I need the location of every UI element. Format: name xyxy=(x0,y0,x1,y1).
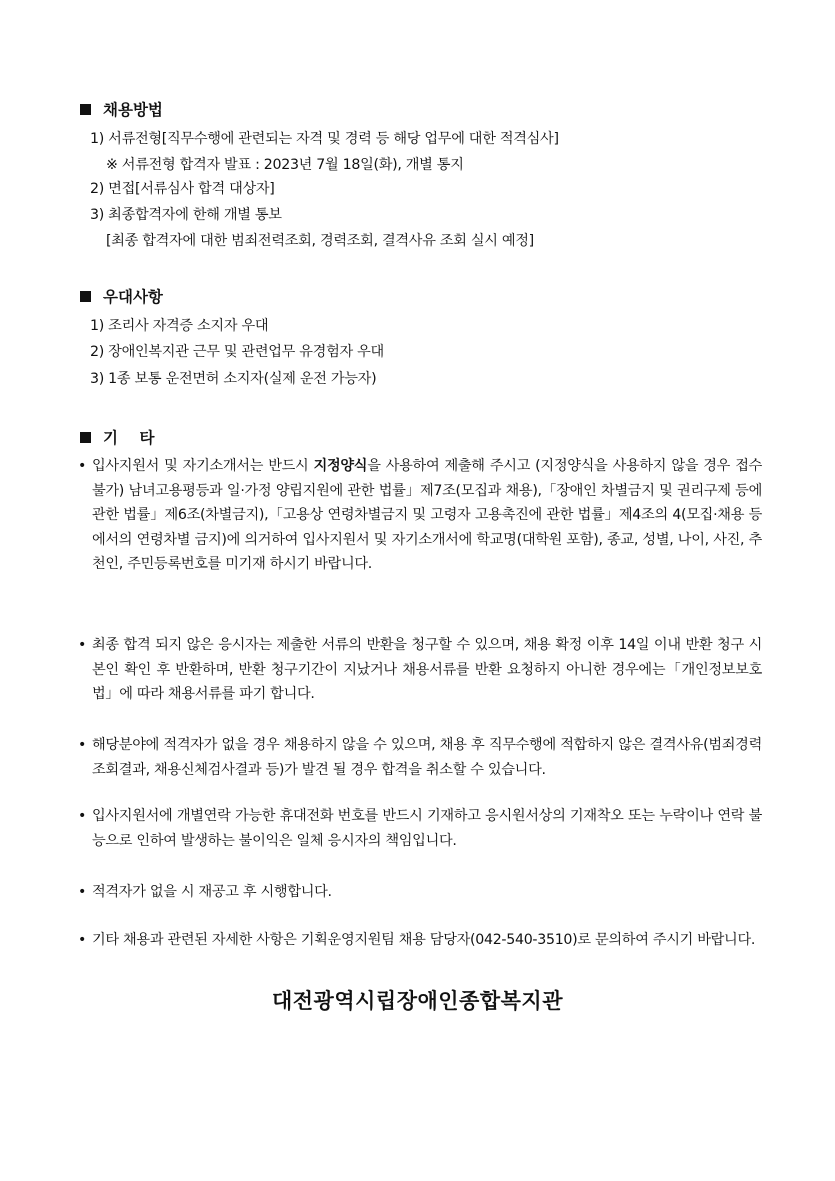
notice-text-part: 을 사용하여 제출해 주시고 (지정양식을 사용하지 않을 경우 접수 불가) 남녀고용평등과 일·가정 양립지원에 관한 법률」제7조(모집과 채용),「장애인 차별금지 및 권리구제 등에 관한 법률」제6조(차별금지),「고용상 연령차별금지 및 고령자 고용촉진에 관한 법률」제4조의 4(모집·채용 등에서의 연령차별 금지)에 의거하여 입사지원서 및 자기소개서에 학교명(대학원 포함), 종교, 성별, 나이, 사진, 추천인, 주민등록번호를 미기재 하시기 바랍니다. xyxy=(92,458,763,572)
section-heading-hiring-method xyxy=(80,98,163,120)
square-bullet-icon xyxy=(80,104,91,115)
section-title: 우대사항 xyxy=(103,288,163,306)
notice-text: 기타 채용과 관련된 자세한 사항은 기획운영지원팀 채용 담당자(042-540-3510)로 문의하여 주시기 바랍니다. xyxy=(92,932,756,948)
notice-item-contact-info xyxy=(78,804,762,853)
section-heading-preferences xyxy=(80,285,163,307)
notice-text: 입사지원서에 개별연락 가능한 휴대전화 번호를 반드시 기재하고 응시원서상의 기재착오 또는 누락이나 연락 불능으로 인하여 발생하는 불이익은 일체 응시자의 책임입니다. xyxy=(92,808,762,849)
bullet-dot: • xyxy=(78,808,87,824)
preference-item-1: 1) 조리사 자격증 소지자 우대 xyxy=(90,318,269,334)
notice-text: 최종 합격 되지 않은 응시자는 제출한 서류의 반환을 청구할 수 있으며, 채용 확정 이후 14일 이내 반환 청구 시 본인 확인 후 반환하며, 반환 청구기간이 지났거나 채용서류를 반환 요청하지 아니한 경우에는「개인정보보호법」에 따라 채용서류를 파기 합니다. xyxy=(92,637,762,702)
section-title: 채용방법 xyxy=(103,101,163,119)
emphasis-designated-form: 지정양식 xyxy=(313,458,368,474)
notice-text: 적격자가 없을 시 재공고 후 시행합니다. xyxy=(92,884,332,900)
hiring-step-3-detail: [최종 합격자에 대한 범죄전력조회, 경력조회, 결격사유 조회 실시 예정] xyxy=(106,233,534,249)
square-bullet-icon xyxy=(80,291,91,302)
notice-item-no-qualified xyxy=(78,733,762,782)
notice-text xyxy=(78,454,762,577)
notice-item-application-form xyxy=(78,454,762,577)
bullet-dot: • xyxy=(78,737,87,753)
hiring-step-1: 1) 서류전형[직무수행에 관련되는 자격 및 경력 등 해당 업무에 대한 적격심사] xyxy=(90,131,559,147)
organization-name: 대전광역시립장애인종합복지관 xyxy=(271,989,563,1013)
bullet-dot: • xyxy=(78,637,87,653)
hiring-step-3: 3) 최종합격자에 한해 개별 통보 xyxy=(90,207,282,223)
preference-item-2: 2) 장애인복지관 근무 및 관련업무 유경험자 우대 xyxy=(90,344,384,360)
preference-item-3: 3) 1종 보통 운전면허 소지자(실제 운전 가능자) xyxy=(90,371,377,387)
bullet-dot: • xyxy=(78,932,87,948)
notice-text: 해당분야에 적격자가 없을 경우 채용하지 않을 수 있으며, 채용 후 직무수행에 적합하지 않은 결격사유(범죄경력조회결과, 채용신체검사결과 등)가 발견 될 경우 합격을 취소할 수 있습니다. xyxy=(92,737,762,778)
notice-item-document-return xyxy=(78,633,762,707)
hiring-step-2: 2) 면접[서류심사 합격 대상자] xyxy=(90,181,275,197)
square-bullet-icon xyxy=(80,432,91,443)
hiring-note: ※ 서류전형 합격자 발표 : 2023년 7월 18일(화), 개별 통지 xyxy=(106,157,464,173)
section-title: 기 타 xyxy=(103,429,155,447)
section-heading-etc xyxy=(80,426,155,448)
notice-item-inquiry xyxy=(78,928,762,953)
bullet-dot: • xyxy=(78,884,87,900)
notice-item-re-announce xyxy=(78,880,762,905)
bullet-dot: • xyxy=(78,458,87,474)
notice-text-part: 입사지원서 및 자기소개서는 반드시 xyxy=(92,458,314,474)
